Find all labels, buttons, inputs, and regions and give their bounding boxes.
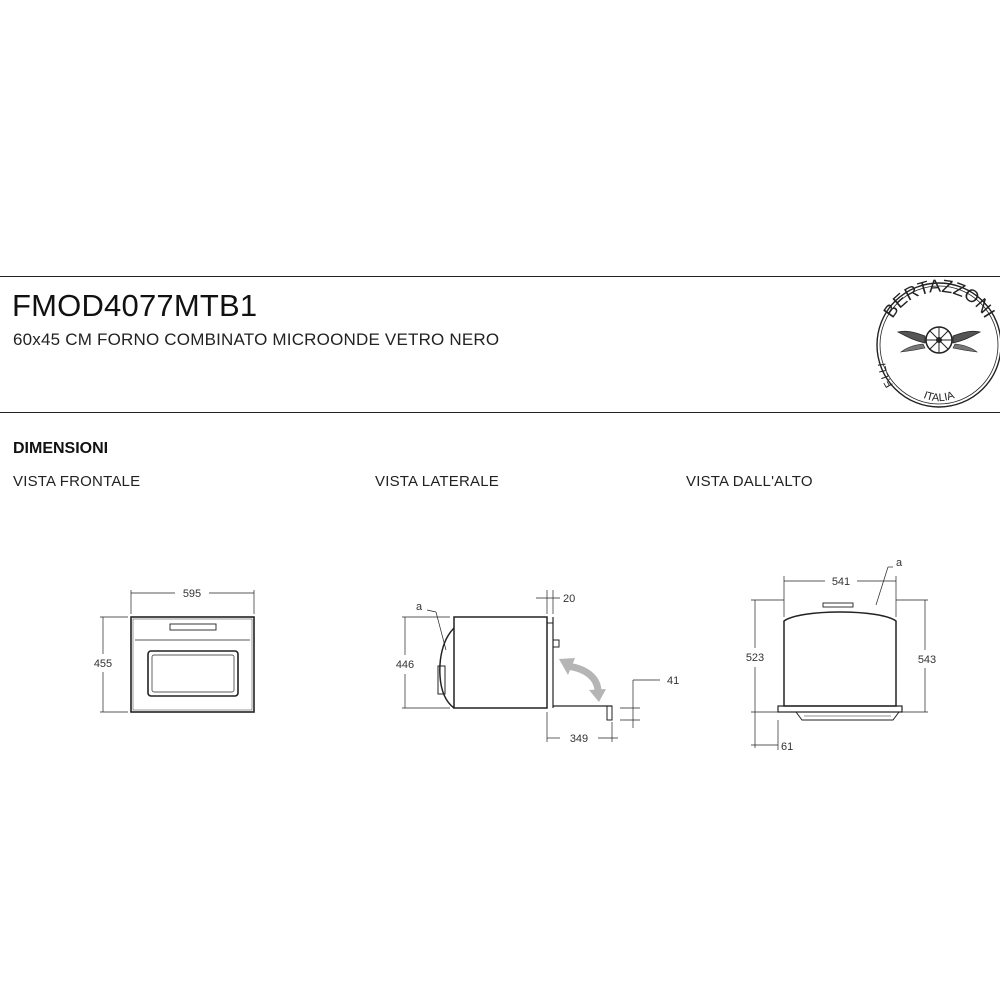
front-oven-inner-window xyxy=(152,655,234,692)
side-view-drawing xyxy=(402,590,660,742)
side-oven-body xyxy=(454,617,547,708)
front-view-drawing xyxy=(100,590,254,712)
front-control-display xyxy=(170,624,216,630)
side-door-gap-dimension: 41 xyxy=(667,675,680,687)
top-front-frame xyxy=(778,706,902,712)
side-control-knob xyxy=(553,640,559,647)
top-depth-left-dimension: 523 xyxy=(745,652,765,664)
door-swing-arrow-icon xyxy=(559,658,606,702)
top-width-dimension: 541 xyxy=(831,576,851,588)
top-depth-right-dimension: 543 xyxy=(917,654,937,666)
side-callout-label: a xyxy=(416,601,423,613)
side-door-handle xyxy=(607,706,612,720)
front-oven-door-window xyxy=(148,651,238,696)
logo-brand-text: BERTAZZONI xyxy=(879,275,999,322)
front-width-dimension: 595 xyxy=(182,588,202,600)
brand-logo xyxy=(876,276,1000,407)
front-oven-body xyxy=(131,617,254,712)
side-top-offset-dimension: 20 xyxy=(563,593,576,605)
section-title: DIMENSIONI xyxy=(13,440,109,457)
side-rear-housing xyxy=(440,628,454,708)
top-callout-label: a xyxy=(896,557,903,569)
winged-wheel-icon xyxy=(898,327,980,353)
logo-prefix-text: F.LLI xyxy=(876,362,896,390)
side-door-depth-dimension: 349 xyxy=(569,733,589,745)
front-height-dimension: 455 xyxy=(93,658,113,670)
front-view-label: VISTA FRONTALE xyxy=(13,473,141,490)
logo-country-text: ITALIA xyxy=(921,389,956,405)
product-subtitle: 60x45 CM FORNO COMBINATO MICROONDE VETRO NERO xyxy=(13,330,500,349)
top-view-drawing xyxy=(751,567,928,750)
top-oven-body xyxy=(784,612,896,706)
side-view-label: VISTA LATERALE xyxy=(375,473,499,490)
side-height-dimension: 446 xyxy=(395,659,415,671)
model-code: FMOD4077MTB1 xyxy=(12,288,258,323)
top-rear-vent xyxy=(823,603,853,607)
top-view-label: VISTA DALL'ALTO xyxy=(686,473,813,490)
top-front-offset-dimension: 61 xyxy=(781,741,794,753)
